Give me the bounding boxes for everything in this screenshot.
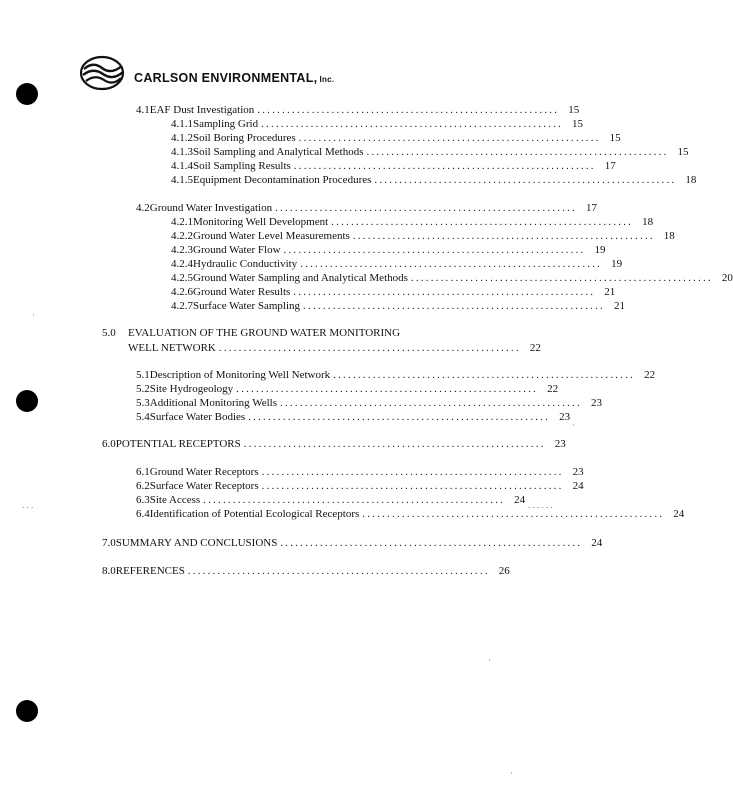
toc-page: 24 [514, 494, 526, 506]
toc-number: 4.2.6 [171, 286, 193, 298]
scan-speck: . . . . . . [528, 500, 553, 510]
toc-entry [171, 244, 606, 257]
toc-page: 20 [721, 272, 733, 284]
scan-speck: · [32, 310, 35, 320]
toc-title: SUMMARY AND CONCLUSIONS [115, 537, 278, 549]
toc-leader: ............................................................. [203, 494, 506, 506]
toc-entry [171, 272, 733, 285]
toc-title: REFERENCES [115, 565, 185, 577]
toc-title: Ground Water Flow [193, 244, 281, 256]
toc-entry [136, 508, 685, 521]
toc-number: 4.2.1 [171, 216, 193, 228]
binder-hole [16, 700, 38, 722]
toc-number: 5.0 [102, 327, 116, 339]
company-logo [78, 53, 128, 93]
toc-number: 5.1 [136, 369, 150, 381]
toc-entry [102, 327, 502, 340]
toc-leader: ............................................................. [293, 286, 596, 298]
toc-leader: ............................................................. [243, 438, 546, 450]
toc-entry [171, 132, 621, 145]
toc-page: 19 [611, 258, 623, 270]
toc-entry [171, 216, 654, 229]
toc-title: Equipment Decontamination Procedures [193, 174, 372, 186]
toc-page: 22 [529, 342, 541, 354]
toc-entry [171, 286, 616, 299]
toc-page: 15 [572, 118, 584, 130]
toc-entry [171, 230, 675, 243]
toc-title: Surface Water Sampling [193, 300, 301, 312]
toc-page: 18 [663, 230, 675, 242]
toc-entry [102, 537, 603, 550]
toc-page: 26 [498, 565, 510, 577]
toc-leader: ............................................................. [218, 342, 521, 354]
toc-leader: ............................................................. [300, 258, 603, 270]
toc-leader: ............................................................. [303, 300, 605, 312]
toc-entry [136, 383, 559, 396]
toc-number: 4.2.3 [171, 244, 193, 256]
binder-hole [16, 83, 38, 105]
toc-leader: ............................................................. [187, 565, 490, 577]
toc-number: 4.1.2 [171, 132, 193, 144]
toc-leader: ............................................................. [362, 508, 665, 520]
toc-leader: ............................................................. [257, 104, 560, 116]
toc-entry [171, 146, 689, 159]
toc-title: Sampling Grid [193, 118, 259, 130]
toc-number: 7.0 [102, 537, 116, 549]
toc-page: 23 [559, 411, 571, 423]
toc-number: 5.4 [136, 411, 150, 423]
toc-entry [136, 480, 584, 493]
toc-title: Ground Water Sampling and Analytical Methods [193, 272, 408, 284]
toc-number: 6.4 [136, 508, 150, 520]
toc-title: Ground Water Investigation [149, 202, 273, 214]
toc-page: 23 [554, 438, 566, 450]
toc-leader: ............................................................. [280, 537, 583, 549]
toc-page: 21 [614, 300, 625, 312]
toc-page: 24 [591, 537, 603, 549]
toc-number: 4.2.2 [171, 230, 193, 242]
toc-title: Ground Water Level Measurements [193, 230, 350, 242]
toc-title: Surface Water Bodies [149, 411, 246, 423]
toc-entry [171, 174, 697, 187]
toc-leader: ............................................................. [261, 118, 564, 130]
scan-speck: · [488, 655, 491, 665]
toc-number: 4.2.4 [171, 258, 193, 270]
toc-title: Site Access [149, 494, 201, 506]
scan-speck: . . . [22, 500, 34, 510]
toc-title: Soil Sampling Results [193, 160, 291, 172]
toc-title: WELL NETWORK [128, 342, 216, 354]
toc-title: Monitoring Well Development [193, 216, 329, 228]
toc-number: 4.2 [136, 202, 150, 214]
toc-page: 24 [673, 508, 685, 520]
toc-entry [171, 118, 584, 131]
toc-entry [171, 258, 623, 271]
toc-page: 19 [594, 244, 606, 256]
toc-title: Description of Monitoring Well Network [149, 369, 331, 381]
toc-number: 4.1.5 [171, 174, 193, 186]
toc-page: 23 [590, 397, 602, 409]
toc-entry [136, 369, 656, 382]
toc-entry [128, 342, 541, 355]
toc-leader: ............................................................. [236, 383, 539, 395]
toc-entry [171, 160, 616, 173]
toc-title: Ground Water Results [193, 286, 291, 298]
toc-leader: ............................................................. [366, 146, 669, 158]
toc-entry [136, 202, 598, 215]
toc-page: 18 [685, 174, 697, 186]
toc-title: Additional Monitoring Wells [149, 397, 277, 409]
toc-number: 5.3 [136, 397, 150, 409]
toc-leader: ............................................................. [280, 397, 582, 409]
toc-number: 4.1.4 [171, 160, 193, 172]
company-name-text: CARLSON ENVIRONMENTAL, [134, 71, 318, 85]
toc-page: 15 [677, 146, 689, 158]
toc-leader: ............................................................. [275, 202, 578, 214]
toc-leader: ............................................................. [352, 230, 655, 242]
toc-page: 23 [572, 466, 584, 478]
toc-page: 24 [572, 480, 584, 492]
scan-speck: · [510, 768, 513, 778]
toc-number: 8.0 [102, 565, 116, 577]
toc-title: EAF Dust Investigation [149, 104, 255, 116]
toc-entry [136, 494, 526, 507]
toc-number: 6.0 [102, 438, 116, 450]
toc-title: Identification of Potential Ecological Receptors [149, 508, 360, 520]
company-name [134, 71, 334, 85]
toc-title: POTENTIAL RECEPTORS [115, 438, 241, 450]
toc-page: 18 [642, 216, 654, 228]
toc-entry [136, 397, 602, 410]
toc-leader: ............................................................. [261, 480, 564, 492]
toc-page: 22 [644, 369, 656, 381]
toc-number: 6.1 [136, 466, 150, 478]
toc-number: 4.1.1 [171, 118, 193, 130]
toc-title: Soil Sampling and Analytical Methods [193, 146, 364, 158]
toc-number: 5.2 [136, 383, 150, 395]
toc-entry [171, 300, 625, 313]
toc-entry [102, 438, 566, 451]
toc-entry [136, 466, 584, 479]
toc-entry [102, 565, 510, 578]
toc-title: EVALUATION OF THE GROUND WATER MONITORING [128, 327, 401, 339]
toc-leader: ............................................................. [331, 216, 634, 228]
toc-entry [136, 411, 571, 424]
toc-number: 4.2.7 [171, 300, 193, 312]
toc-page: 22 [547, 383, 559, 395]
toc-leader: ............................................................. [283, 244, 586, 256]
toc-title: Soil Boring Procedures [193, 132, 296, 144]
toc-leader: ............................................................. [248, 411, 551, 423]
toc-leader: ............................................................. [261, 466, 564, 478]
toc-number: 4.1 [136, 104, 150, 116]
toc-leader: ............................................................. [410, 272, 713, 284]
scan-speck: · [572, 420, 575, 430]
toc-title: Hydraulic Conductivity [193, 258, 298, 270]
toc-title: Site Hydrogeology [149, 383, 234, 395]
toc-page: 15 [568, 104, 580, 116]
toc-number: 4.2.5 [171, 272, 193, 284]
company-suffix: Inc. [319, 75, 335, 84]
toc-entry [136, 104, 580, 117]
toc-number: 6.3 [136, 494, 150, 506]
toc-leader: ............................................................. [374, 174, 677, 186]
toc-page: 21 [604, 286, 616, 298]
toc-leader: ............................................................. [298, 132, 601, 144]
toc-page: 17 [604, 160, 616, 172]
toc-leader: ............................................................. [293, 160, 596, 172]
toc-title: Ground Water Receptors [149, 466, 259, 478]
toc-number: 6.2 [136, 480, 150, 492]
toc-number: 4.1.3 [171, 146, 193, 158]
toc-title: Surface Water Receptors [149, 480, 259, 492]
toc-leader: ............................................................. [333, 369, 636, 381]
toc-page: 15 [609, 132, 621, 144]
toc-page: 17 [586, 202, 598, 214]
binder-hole [16, 390, 38, 412]
